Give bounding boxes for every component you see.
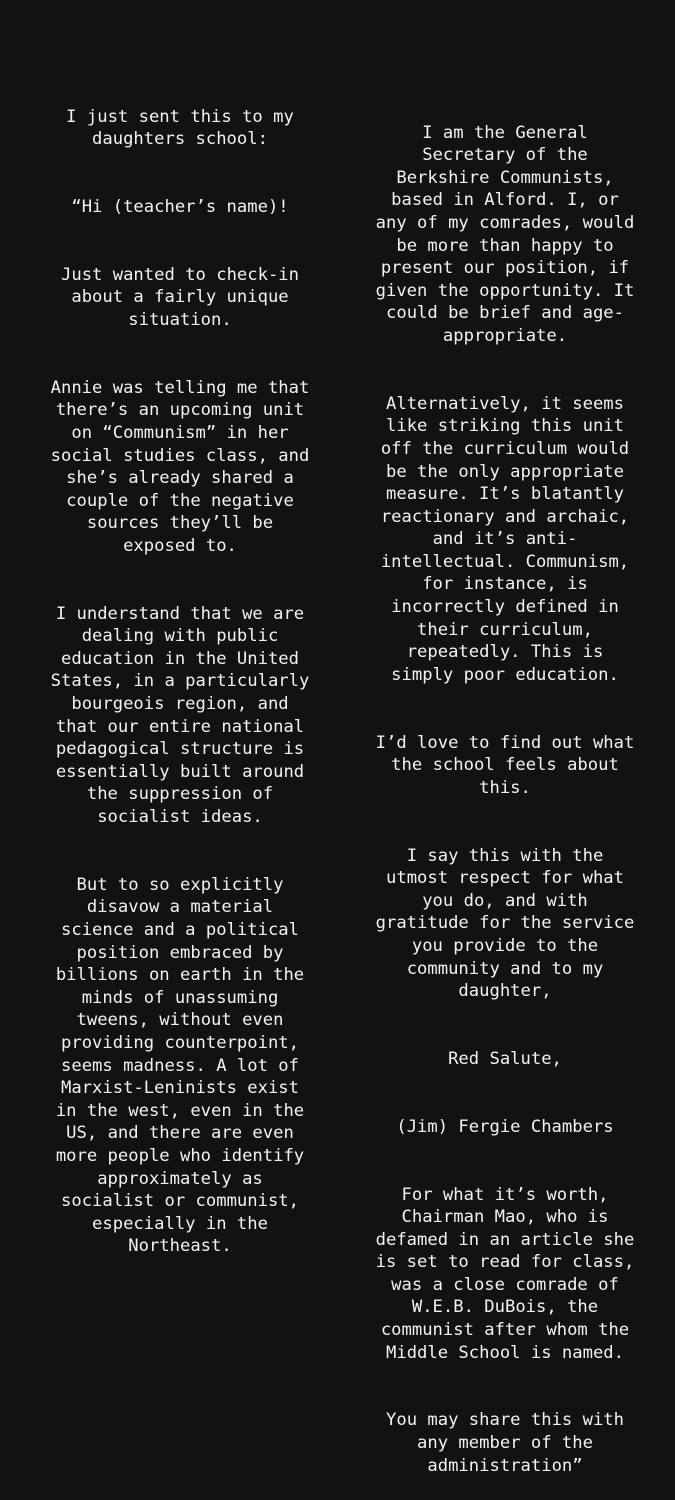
left-text-column bbox=[16, 83, 344, 1280]
disavow-paragraph: But to so explicitly disavow a material science and a political position embraced by billions on earth in the minds of unassuming tweens, without even providing counterpoint, seems madness. A lot of Marxist-Leninists exist in the west, even in the US, and there are even more people who identify approximately as socialist or communist, especially in the Northeast. bbox=[55, 874, 305, 1257]
respect-paragraph: I say this with the utmost respect for what you do, and with gratitude for the service you provide to the community and to my daughter, bbox=[375, 845, 635, 1002]
alternatively-paragraph: Alternatively, it seems like striking this unit off the curriculum would be the only appropriate measure. It’s blatantly reactionary and archaic, and it’s anti- intellectual. Communism, for instance, is incorrectly defined in their curriculum, repeatedly. This is simply poor education. bbox=[380, 393, 630, 685]
postscript-paragraph: For what it’s worth, Chairman Mao, who is defamed in an article she is set to read for class, was a close comrade of W.E.B. DuBois, the communist after whom the Middle School is named. bbox=[375, 1184, 635, 1363]
intro-paragraph: I just sent this to my daughters school: bbox=[66, 106, 294, 150]
education-paragraph: I understand that we are dealing with public education in the United States, in a particularly bourgeois region, and that our entire national pedagogical structure is essentially built around the suppression of socialist ideas. bbox=[50, 603, 310, 827]
secretary-paragraph: I am the General Secretary of the Berkshire Communists, based in Alford. I, or any of my comrades, would be more than happy to present our position, if given the opportunity. It could be brief and age- appropriate. bbox=[375, 122, 635, 346]
checkin-paragraph: Just wanted to check-in about a fairly unique situation. bbox=[61, 264, 299, 330]
right-text-column bbox=[346, 99, 664, 1500]
unit-paragraph: Annie was telling me that there’s an upcoming unit on “Communism” in her social studies class, and she’s already shared a couple of the negative sources they’ll be exposed to. bbox=[50, 377, 310, 556]
signature-line: (Jim) Fergie Chambers bbox=[396, 1116, 614, 1137]
feedback-paragraph: I’d love to find out what the school feels about this. bbox=[375, 732, 635, 798]
share-paragraph: You may share this with any member of the administration” bbox=[386, 1410, 624, 1476]
greeting-paragraph: “Hi (teacher’s name)! bbox=[71, 196, 289, 217]
salute-line: Red Salute, bbox=[448, 1048, 562, 1069]
